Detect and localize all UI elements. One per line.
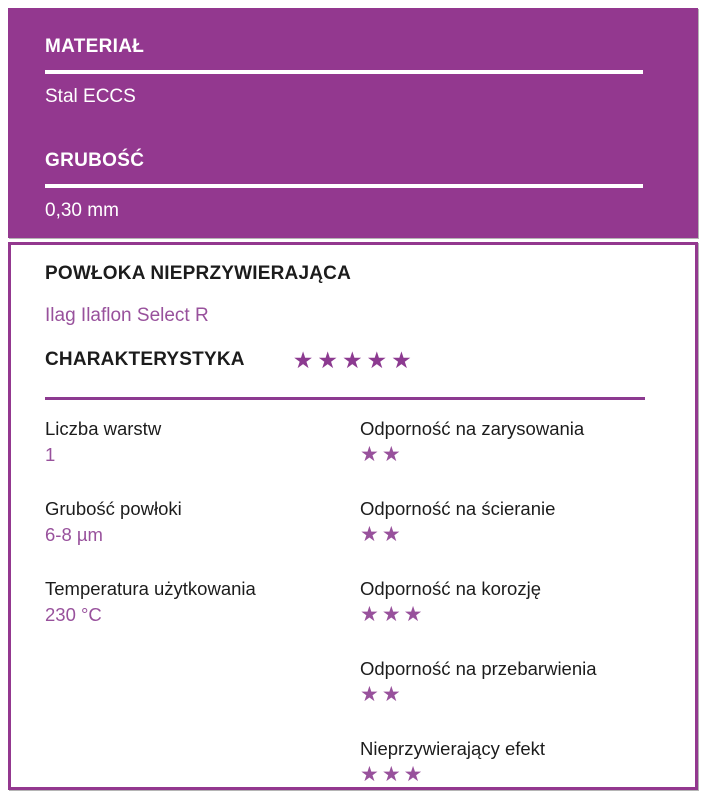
property-row: [45, 416, 360, 468]
characteristics-heading: CHARAKTERYSTYKA: [45, 349, 245, 370]
property-label: Odporność na korozję: [360, 578, 541, 599]
section-divider: [45, 397, 645, 400]
property-value: 230 °C: [45, 604, 102, 625]
property-rating-stars: ★★★: [360, 603, 426, 626]
coating-product-name: Ilag Ilaflon Select R: [45, 305, 209, 326]
material-field: [45, 36, 651, 108]
property-label: Nieprzywierający efekt: [360, 738, 546, 759]
property-label: Odporność na przebarwienia: [360, 658, 597, 679]
material-underline: [45, 70, 643, 74]
characteristics-row: [45, 349, 667, 371]
property-row: [360, 496, 667, 548]
property-value: 1: [45, 444, 56, 465]
property-rating-stars: ★★★: [360, 763, 426, 786]
thickness-field: [45, 150, 651, 222]
property-row: [45, 576, 360, 628]
property-row: [45, 496, 360, 548]
material-value: Stal ECCS: [45, 86, 136, 107]
property-rating-stars: ★★: [360, 683, 404, 706]
overall-rating-stars: ★★★★★: [292, 347, 416, 373]
property-label: Liczba warstw: [45, 418, 162, 439]
property-row: [360, 576, 667, 628]
property-rating-stars: ★★: [360, 523, 404, 546]
thickness-underline: [45, 184, 643, 188]
property-rating-stars: ★★: [360, 443, 404, 466]
property-row: [360, 656, 667, 708]
material-label: MATERIAŁ: [45, 36, 145, 57]
property-label: Grubość powłoki: [45, 498, 182, 519]
coating-section-title: POWŁOKA NIEPRZYWIERAJĄCA: [45, 263, 351, 284]
properties-column-right: [360, 416, 667, 800]
thickness-value: 0,30 mm: [45, 200, 119, 221]
properties-grid: [45, 416, 667, 800]
thickness-label: GRUBOŚĆ: [45, 150, 145, 171]
coating-card: [8, 242, 698, 790]
property-label: Odporność na ścieranie: [360, 498, 556, 519]
property-label: Temperatura użytkowania: [45, 578, 256, 599]
material-header-panel: [8, 8, 698, 238]
property-row: [360, 736, 667, 788]
property-value: 6-8 µm: [45, 524, 103, 545]
properties-column-left: [45, 416, 360, 800]
property-row: [360, 416, 667, 468]
property-label: Odporność na zarysowania: [360, 418, 585, 439]
